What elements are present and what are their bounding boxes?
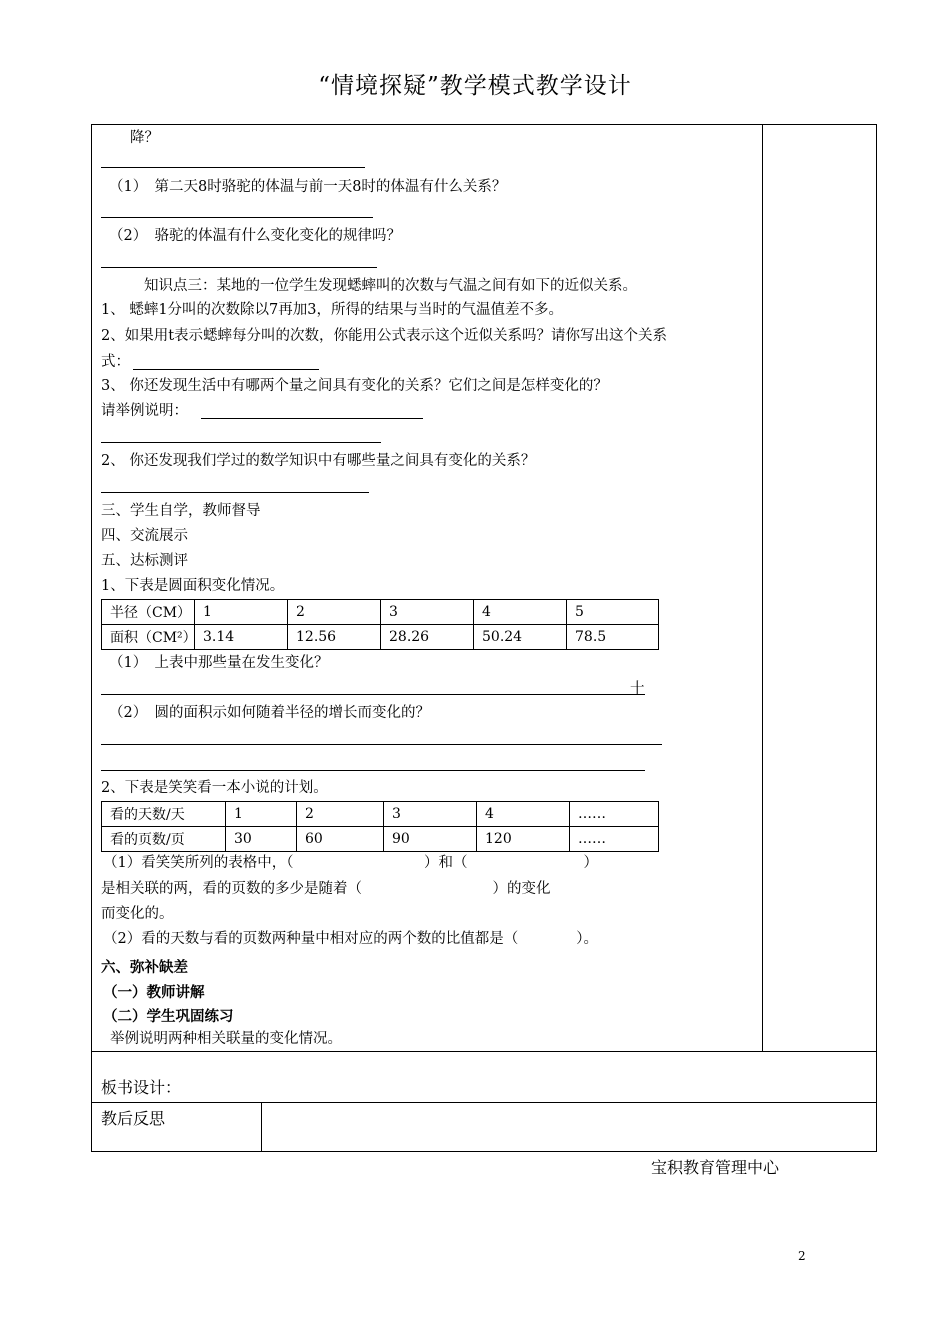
kp3-item-2-cont: 式： [101,354,130,370]
question-1: （1） 第二天8时骆驼的体温与前一天8时的体温有什么关系？ [109,179,507,195]
table-cell: 1 [195,600,288,625]
exercise-2-question-1: （1）看笑笑所列的表格中，（ ）和（ ） [103,855,598,871]
exercise-1: 1、下表是圆面积变化情况。 [101,578,285,594]
table-cell: 2 [297,802,384,827]
table-cell: 半径（CM） [102,600,195,625]
exercise-1-question-2: （2） 圆的面积示如何随着半径的增长而变化的？ [109,705,430,721]
section-6-text: 举例说明两种相关联量的变化情况。 [110,1031,342,1047]
table-cell: …… [570,827,659,852]
answer-blank [101,694,645,695]
exercise-2: 2、下表是笑笑看一本小说的计划。 [101,780,328,796]
section-6-2: （二）学生巩固练习 [103,1009,234,1025]
table-cell: 3 [384,802,477,827]
kp3-item-3: 3、 你还发现生活中有哪两个量之间具有变化的关系？它们之间是怎样变化的？ [101,378,608,394]
page-number: 2 [798,1249,806,1263]
footer-org: 宝积教育管理中心 [651,1158,780,1177]
table-cell: 4 [474,600,567,625]
table-row [102,827,659,852]
answer-blank [101,442,381,443]
board-row-top [91,1051,877,1052]
exercise-1-question-1: （1） 上表中那些量在发生变化？ [109,655,329,671]
table-cell: 3.14 [195,625,288,650]
page-title: “情境探疑”教学模式教学设计 [318,73,632,99]
table-row [102,802,659,827]
exercise-2-question-1-cont: 是相关联的两，看的页数的多少是随着（ ）的变化 [101,881,551,897]
table-cell: 3 [381,600,474,625]
table-cell: 面积（CM²） [102,625,195,650]
table-cell: 2 [288,600,381,625]
kp3-item-4: 2、 你还发现我们学过的数学知识中有哪些量之间具有变化的关系？ [101,453,536,469]
board-design-label: 板书设计： [101,1078,182,1097]
answer-blank [101,744,662,745]
reading-plan-table [101,801,659,852]
table-cell: 看的页数/页 [102,827,226,852]
circle-area-table [101,599,659,650]
reflection-row-top [91,1102,877,1103]
table-cell: 90 [384,827,477,852]
right-column-divider [762,124,763,1052]
table-cell: 1 [226,802,297,827]
formula-blank [133,369,319,370]
answer-blank [101,267,377,268]
table-cell: 4 [477,802,570,827]
section-6: 六、弥补缺差 [101,960,188,976]
table-cell: 78.5 [567,625,659,650]
section-5: 五、达标测评 [101,553,188,569]
reflection-label: 教后反思 [101,1109,166,1128]
section-3: 三、学生自学，教师督导 [101,503,261,519]
table-cell: 5 [567,600,659,625]
table-cell: 60 [297,827,384,852]
example-blank [201,418,423,419]
kp3-intro: 知识点三：某地的一位学生发现蟋蟀叫的次数与气温之间有如下的近似关系。 [144,278,637,294]
line-jiang: 降？ [130,130,159,146]
table-cell: 28.26 [381,625,474,650]
reflection-divider [261,1102,262,1152]
table-cell: 30 [226,827,297,852]
kp3-item-1: 1、 蟋蟀1分叫的次数除以7再加3，所得的结果与当时的气温值差不多。 [101,302,564,318]
table-row [102,625,659,650]
table-row [102,600,659,625]
section-6-1: （一）教师讲解 [103,985,205,1001]
kp3-item-3-example: 请举例说明： [101,403,188,419]
kp3-item-2: 2、如果用t表示蟋蟀每分叫的次数，你能用公式表示这个近似关系吗？请你写出这个关系 [101,328,668,344]
exercise-2-question-1-end: 而变化的。 [101,906,174,922]
section-4: 四、交流展示 [101,528,188,544]
table-cell: …… [570,802,659,827]
answer-blank [101,492,369,493]
answer-blank [101,167,365,168]
table-cell: 12.56 [288,625,381,650]
answer-blank [101,770,645,771]
table-cell: 看的天数/天 [102,802,226,827]
answer-blank [101,217,373,218]
exercise-2-question-2: （2）看的天数与看的页数两种量中相对应的两个数的比值都是（ ）。 [103,931,598,947]
table-cell: 120 [477,827,570,852]
question-2: （2） 骆驼的体温有什么变化变化的规律吗？ [109,228,401,244]
margin-mark: 十 [630,681,645,697]
table-cell: 50.24 [474,625,567,650]
